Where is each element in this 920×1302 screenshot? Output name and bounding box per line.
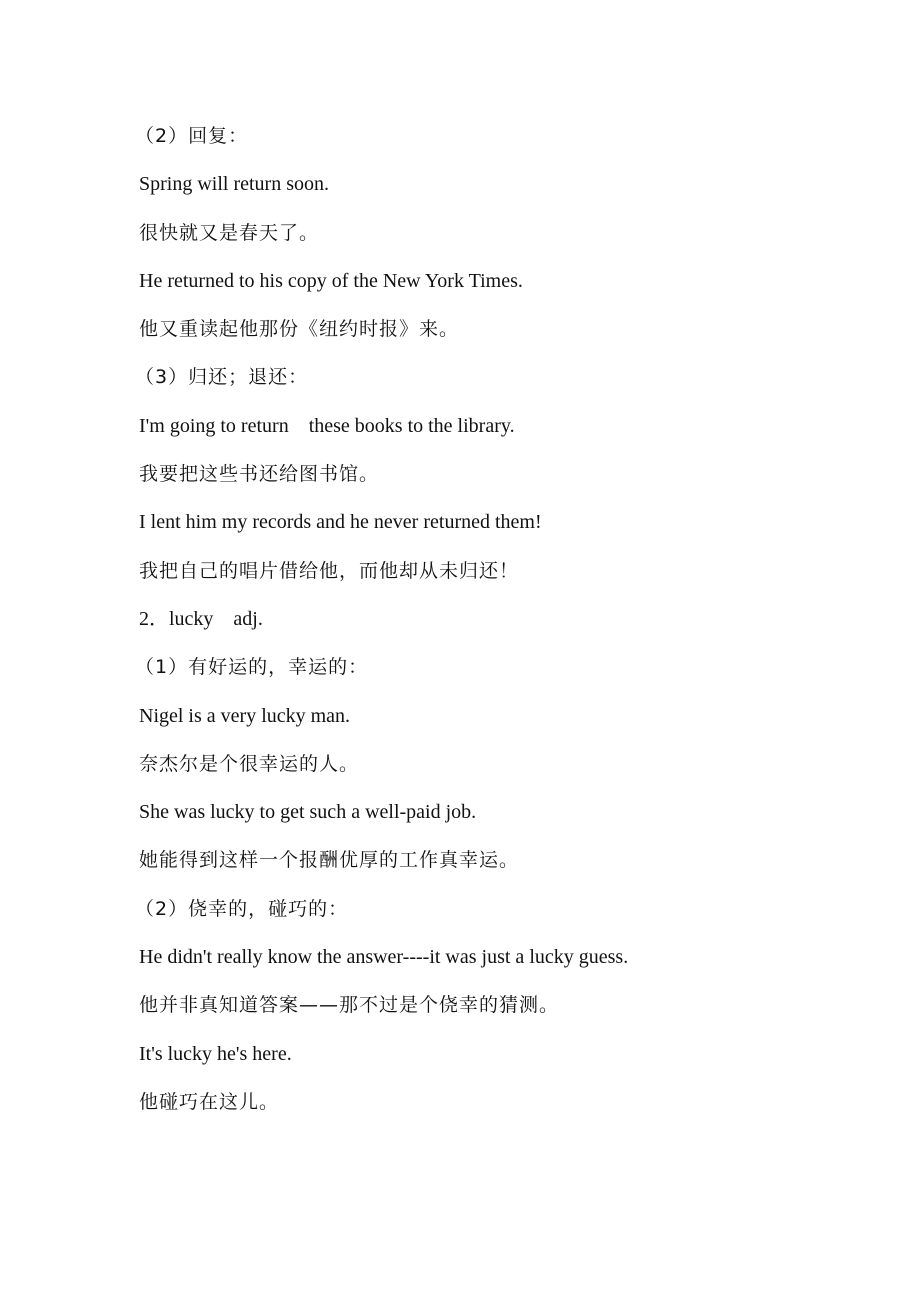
subheading-return-reply: （2）回复： — [135, 125, 249, 147]
example-sentence: She was lucky to get such a well-paid job. — [139, 801, 477, 824]
translation-sentence: 他碰巧在这儿。 — [139, 1090, 280, 1113]
document-body — [135, 112, 839, 1126]
example-sentence: It's lucky he's here. — [139, 1042, 292, 1065]
subheading-return-give-back: （3）归还；退还： — [135, 366, 309, 389]
example-sentence: He didn't really know the answer----it was just a lucky guess. — [139, 946, 629, 969]
translation-sentence: 奈杰尔是个很幸运的人。 — [139, 752, 360, 775]
translation-sentence: 很快就又是春天了。 — [139, 221, 320, 244]
example-sentence: He returned to his copy of the New York Times. — [139, 269, 523, 292]
subheading-lucky-by-chance: （2）侥幸的，碰巧的： — [135, 897, 349, 920]
translation-sentence: 我要把这些书还给图书馆。 — [139, 463, 380, 486]
translation-sentence: 她能得到这样一个报酬优厚的工作真幸运。 — [139, 849, 520, 872]
example-sentence: I'm going to return these books to the library. — [139, 414, 515, 437]
subheading-lucky-fortunate: （1）有好运的，幸运的： — [135, 656, 369, 679]
vocab-heading-lucky: 2．lucky adj. — [139, 607, 263, 630]
example-sentence: I lent him my records and he never returned them! — [139, 511, 542, 534]
example-sentence: Nigel is a very lucky man. — [139, 704, 351, 727]
example-sentence: Spring will return soon. — [139, 173, 329, 196]
translation-sentence: 他又重读起他那份《纽约时报》来。 — [139, 318, 460, 341]
translation-sentence: 他并非真知道答案——那不过是个侥幸的猜测。 — [139, 994, 560, 1017]
translation-sentence: 我把自己的唱片借给他，而他却从未归还！ — [139, 559, 520, 582]
